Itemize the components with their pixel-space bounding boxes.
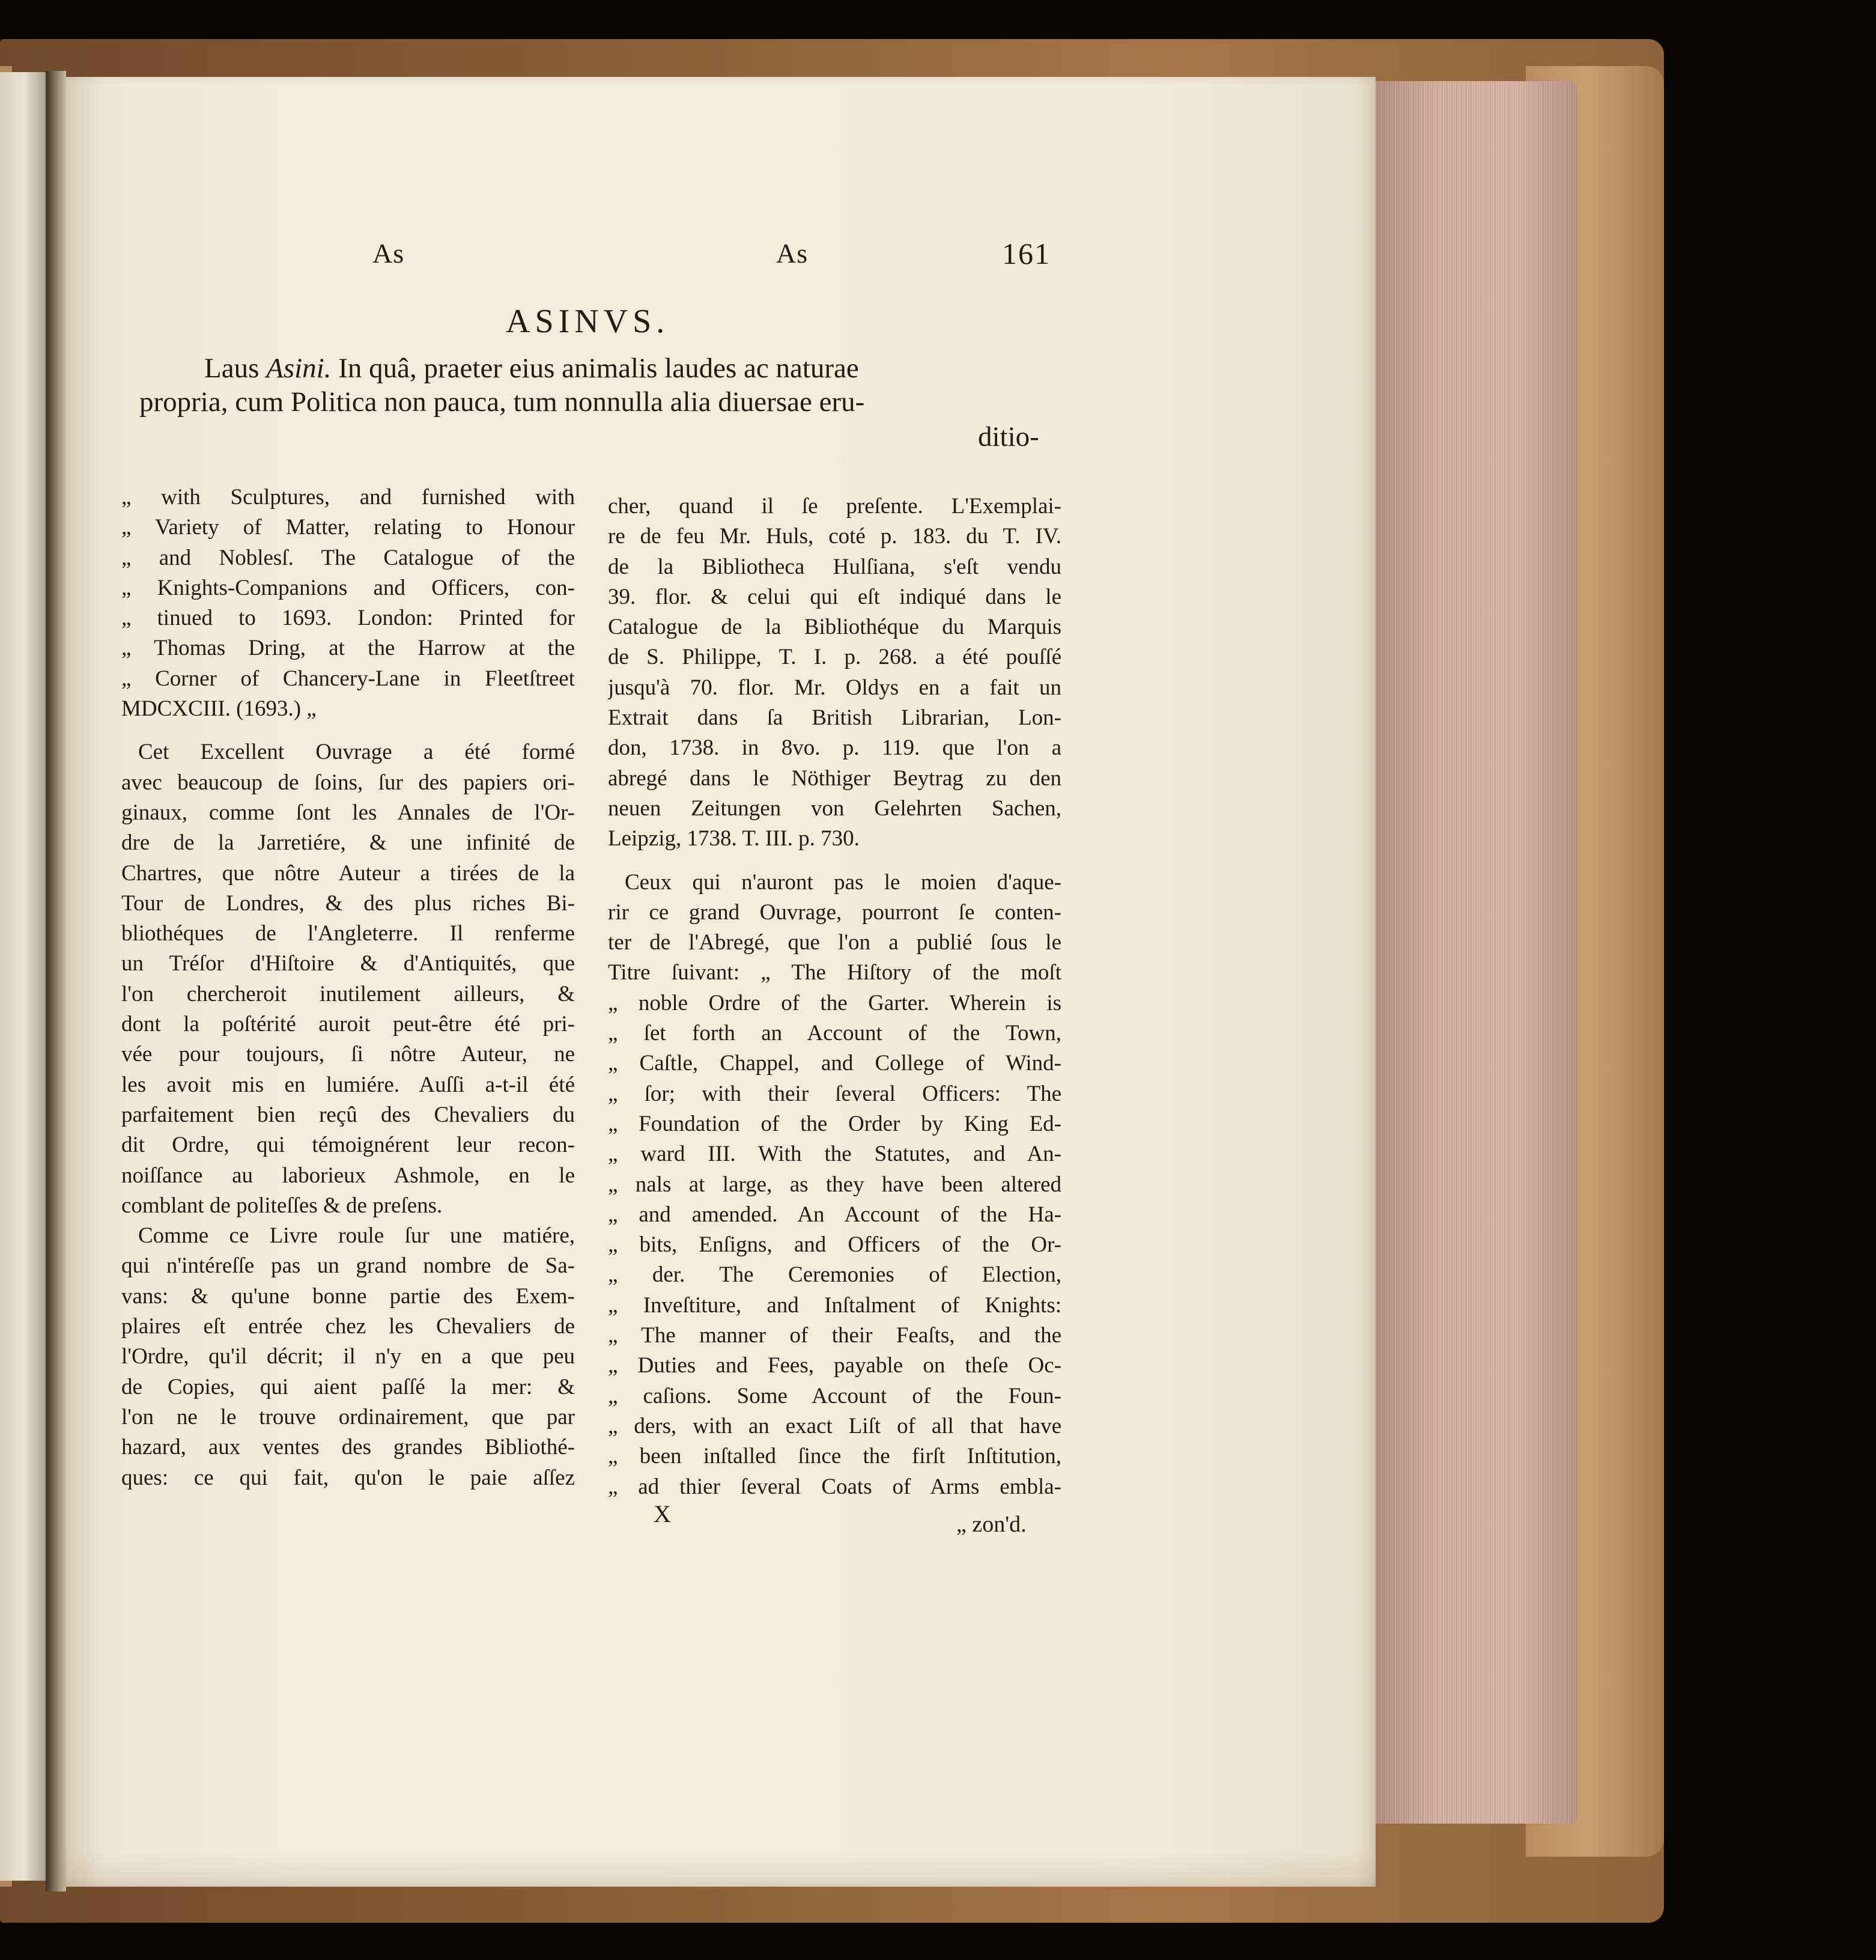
text-line: cher, quand il ſe preſente. L'Exemplai-	[608, 494, 1061, 519]
text-line: „ ders, with an exact Liſt of all that have	[608, 1413, 1061, 1438]
text-line: „ and amended. An Account of the Ha-	[608, 1202, 1061, 1227]
paragraph-gap	[608, 854, 1061, 868]
text-line: „ ad thier ſeveral Coats of Arms embla-	[608, 1474, 1061, 1499]
text-line: don, 1738. in 8vo. p. 119. que l'on a	[608, 735, 1061, 761]
subtitle-line-3: ditio-	[978, 421, 1039, 452]
text-line: 39. flor. & celui qui eſt indiqué dans le	[608, 584, 1061, 609]
text-line: Cet Excellent Ouvrage a été formé	[138, 740, 575, 765]
text-line: ques: ce qui fait, qu'on le paie aſſez	[121, 1465, 575, 1490]
subtitle-line-2: propria, cum Politica non pauca, tum nonnulla alia diuersae eru-	[139, 386, 865, 418]
text-line: abregé dans le Nöthiger Beytrag zu den	[608, 765, 1061, 791]
text-line: „ caſions. Some Account of the Foun-	[608, 1383, 1061, 1408]
text-line: rir ce grand Ouvrage, pourront ſe conten-	[608, 899, 1061, 925]
text-line: dre de la Jarretiére, & une infinité de	[121, 830, 575, 856]
article-title: ASINVS.	[506, 303, 670, 340]
text-line: re de feu Mr. Huls, coté p. 183. du T. IV.	[608, 524, 1061, 549]
text-line: vans: & qu'une bonne partie des Exem-	[121, 1283, 575, 1309]
running-head-left: As	[372, 238, 405, 269]
text-line: „ ward III. With the Statutes, and An-	[608, 1142, 1061, 1167]
text-line: „ Corner of Chancery-Lane in Fleetſtreet	[121, 666, 575, 691]
running-head-center: As	[776, 238, 809, 269]
text-line: qui n'intéreſſe pas un grand nombre de Sa-	[121, 1253, 575, 1279]
text-line: ter de l'Abregé, que l'on a publié ſous le	[608, 930, 1061, 955]
text-line: „ ſet forth an Account of the Town,	[608, 1021, 1061, 1046]
text-line: les avoit mis en lumiére. Auſſi a-t-il été	[121, 1072, 575, 1097]
subtitle-italic: Asini.	[266, 353, 332, 384]
text-line: Tour de Londres, & des plus riches Bi-	[121, 890, 575, 916]
text-line: l'on chercheroit inutilement ailleurs, &	[121, 981, 575, 1006]
text-line: neuen Zeitungen von Gelehrten Sachen,	[608, 796, 1061, 821]
text-line: „ Knights-Companions and Officers, con-	[121, 575, 575, 600]
text-line: „ ſor; with their ſeveral Officers: The	[608, 1081, 1061, 1106]
subtitle-rest: In quâ, praeter eius animalis laudes ac naturae	[331, 353, 859, 384]
text-line: Ceux qui n'auront pas le moien d'aque-	[625, 869, 1061, 895]
text-line: dit Ordre, qui témoignérent leur recon-	[121, 1133, 575, 1158]
text-line: „ tinued to 1693. London: Printed for	[121, 606, 575, 631]
text-line: MDCXCIII. (1693.) „	[121, 696, 317, 722]
text-line: hazard, aux ventes des grandes Bibliothé-	[121, 1435, 575, 1460]
text-line: l'Ordre, qu'il décrit; il n'y en a que peu	[121, 1344, 575, 1369]
subtitle-prefix: Laus	[204, 353, 267, 384]
text-line: de la Bibliotheca Hulſiana, s'eſt vendu	[608, 554, 1061, 579]
subtitle-line-1	[204, 352, 859, 385]
text-line: bliothéques de l'Angleterre. Il renferme	[121, 921, 575, 946]
text-line: „ Foundation of the Order by King Ed-	[608, 1111, 1061, 1136]
page-bottom-shadow	[63, 1851, 1376, 1887]
text-line: „ bits, Enſigns, and Officers of the Or-	[608, 1232, 1061, 1258]
text-line: noiſſance au laborieux Ashmole, en le	[121, 1163, 575, 1188]
text-line: Catalogue de la Bibliothéque du Marquis	[608, 615, 1061, 640]
text-line: comblant de politeſſes & de preſens.	[121, 1193, 443, 1218]
text-line: Titre ſuivant: „ The Hiſtory of the moſt	[608, 960, 1061, 985]
text-line: „ nals at large, as they have been altered	[608, 1172, 1061, 1197]
text-line: „ der. The Ceremonies of Election,	[608, 1262, 1061, 1288]
text-line: „ Caſtle, Chappel, and College of Wind-	[608, 1051, 1061, 1076]
text-line: ginaux, comme ſont les Annales de l'Or-	[121, 800, 575, 825]
left-page-sliver	[0, 72, 48, 1881]
text-line: „ and Noblesſ. The Catalogue of the	[121, 545, 575, 570]
text-line: avec beaucoup de ſoins, ſur des papiers ori-	[121, 770, 575, 795]
text-line: un Tréſor d'Hiſtoire & d'Antiquités, que	[121, 951, 575, 976]
text-line: Chartres, que nôtre Auteur a tirées de la	[121, 860, 575, 886]
text-line: de Copies, qui aient paſſé la mer: &	[121, 1374, 575, 1399]
paragraph-gap	[121, 724, 575, 737]
text-line: „ with Sculptures, and furnished with	[121, 485, 575, 510]
text-line: „ Variety of Matter, relating to Honour	[121, 515, 575, 540]
text-line: „ noble Ordre of the Garter. Wherein is	[608, 990, 1061, 1015]
text-line: plaires eſt entrée chez les Chevaliers de	[121, 1314, 575, 1339]
text-line: l'on ne le trouve ordinairement, que par	[121, 1404, 575, 1429]
page-block-shading	[1373, 81, 1577, 1824]
text-line: „ been inſtalled ſince the firſt Inſtitution,	[608, 1444, 1061, 1469]
text-line: Extrait dans ſa British Librarian, Lon-	[608, 705, 1061, 731]
right-text-column	[608, 492, 1061, 1502]
signature-mark: X	[654, 1500, 671, 1527]
text-line: „ Duties and Fees, payable on theſe Oc-	[608, 1353, 1061, 1378]
page-number: 161	[1002, 237, 1051, 270]
text-line: Comme ce Livre roule ſur une matiére,	[138, 1223, 575, 1249]
catchword: „ zon'd.	[956, 1512, 1027, 1537]
text-line: „ The manner of their Feaſts, and the	[608, 1323, 1061, 1348]
text-line: vée pour toujours, ſi nôtre Auteur, ne	[121, 1042, 575, 1067]
text-line: dont la poſtérité auroit peut-être été pri-	[121, 1012, 575, 1037]
text-line: „ Inveſtiture, and Inſtalment of Knights:	[608, 1292, 1061, 1318]
text-line: jusqu'à 70. flor. Mr. Oldys en a fait un	[608, 675, 1061, 700]
left-text-column	[121, 482, 575, 1493]
text-line: parfaitement bien reçû des Chevaliers du	[121, 1102, 575, 1127]
book-gutter	[46, 71, 66, 1892]
text-line: Leipzig, 1738. T. III. p. 730.	[608, 826, 860, 851]
text-line: „ Thomas Dring, at the Harrow at the	[121, 636, 575, 661]
text-line: de S. Philippe, T. I. p. 268. a été pouſſé	[608, 645, 1061, 670]
